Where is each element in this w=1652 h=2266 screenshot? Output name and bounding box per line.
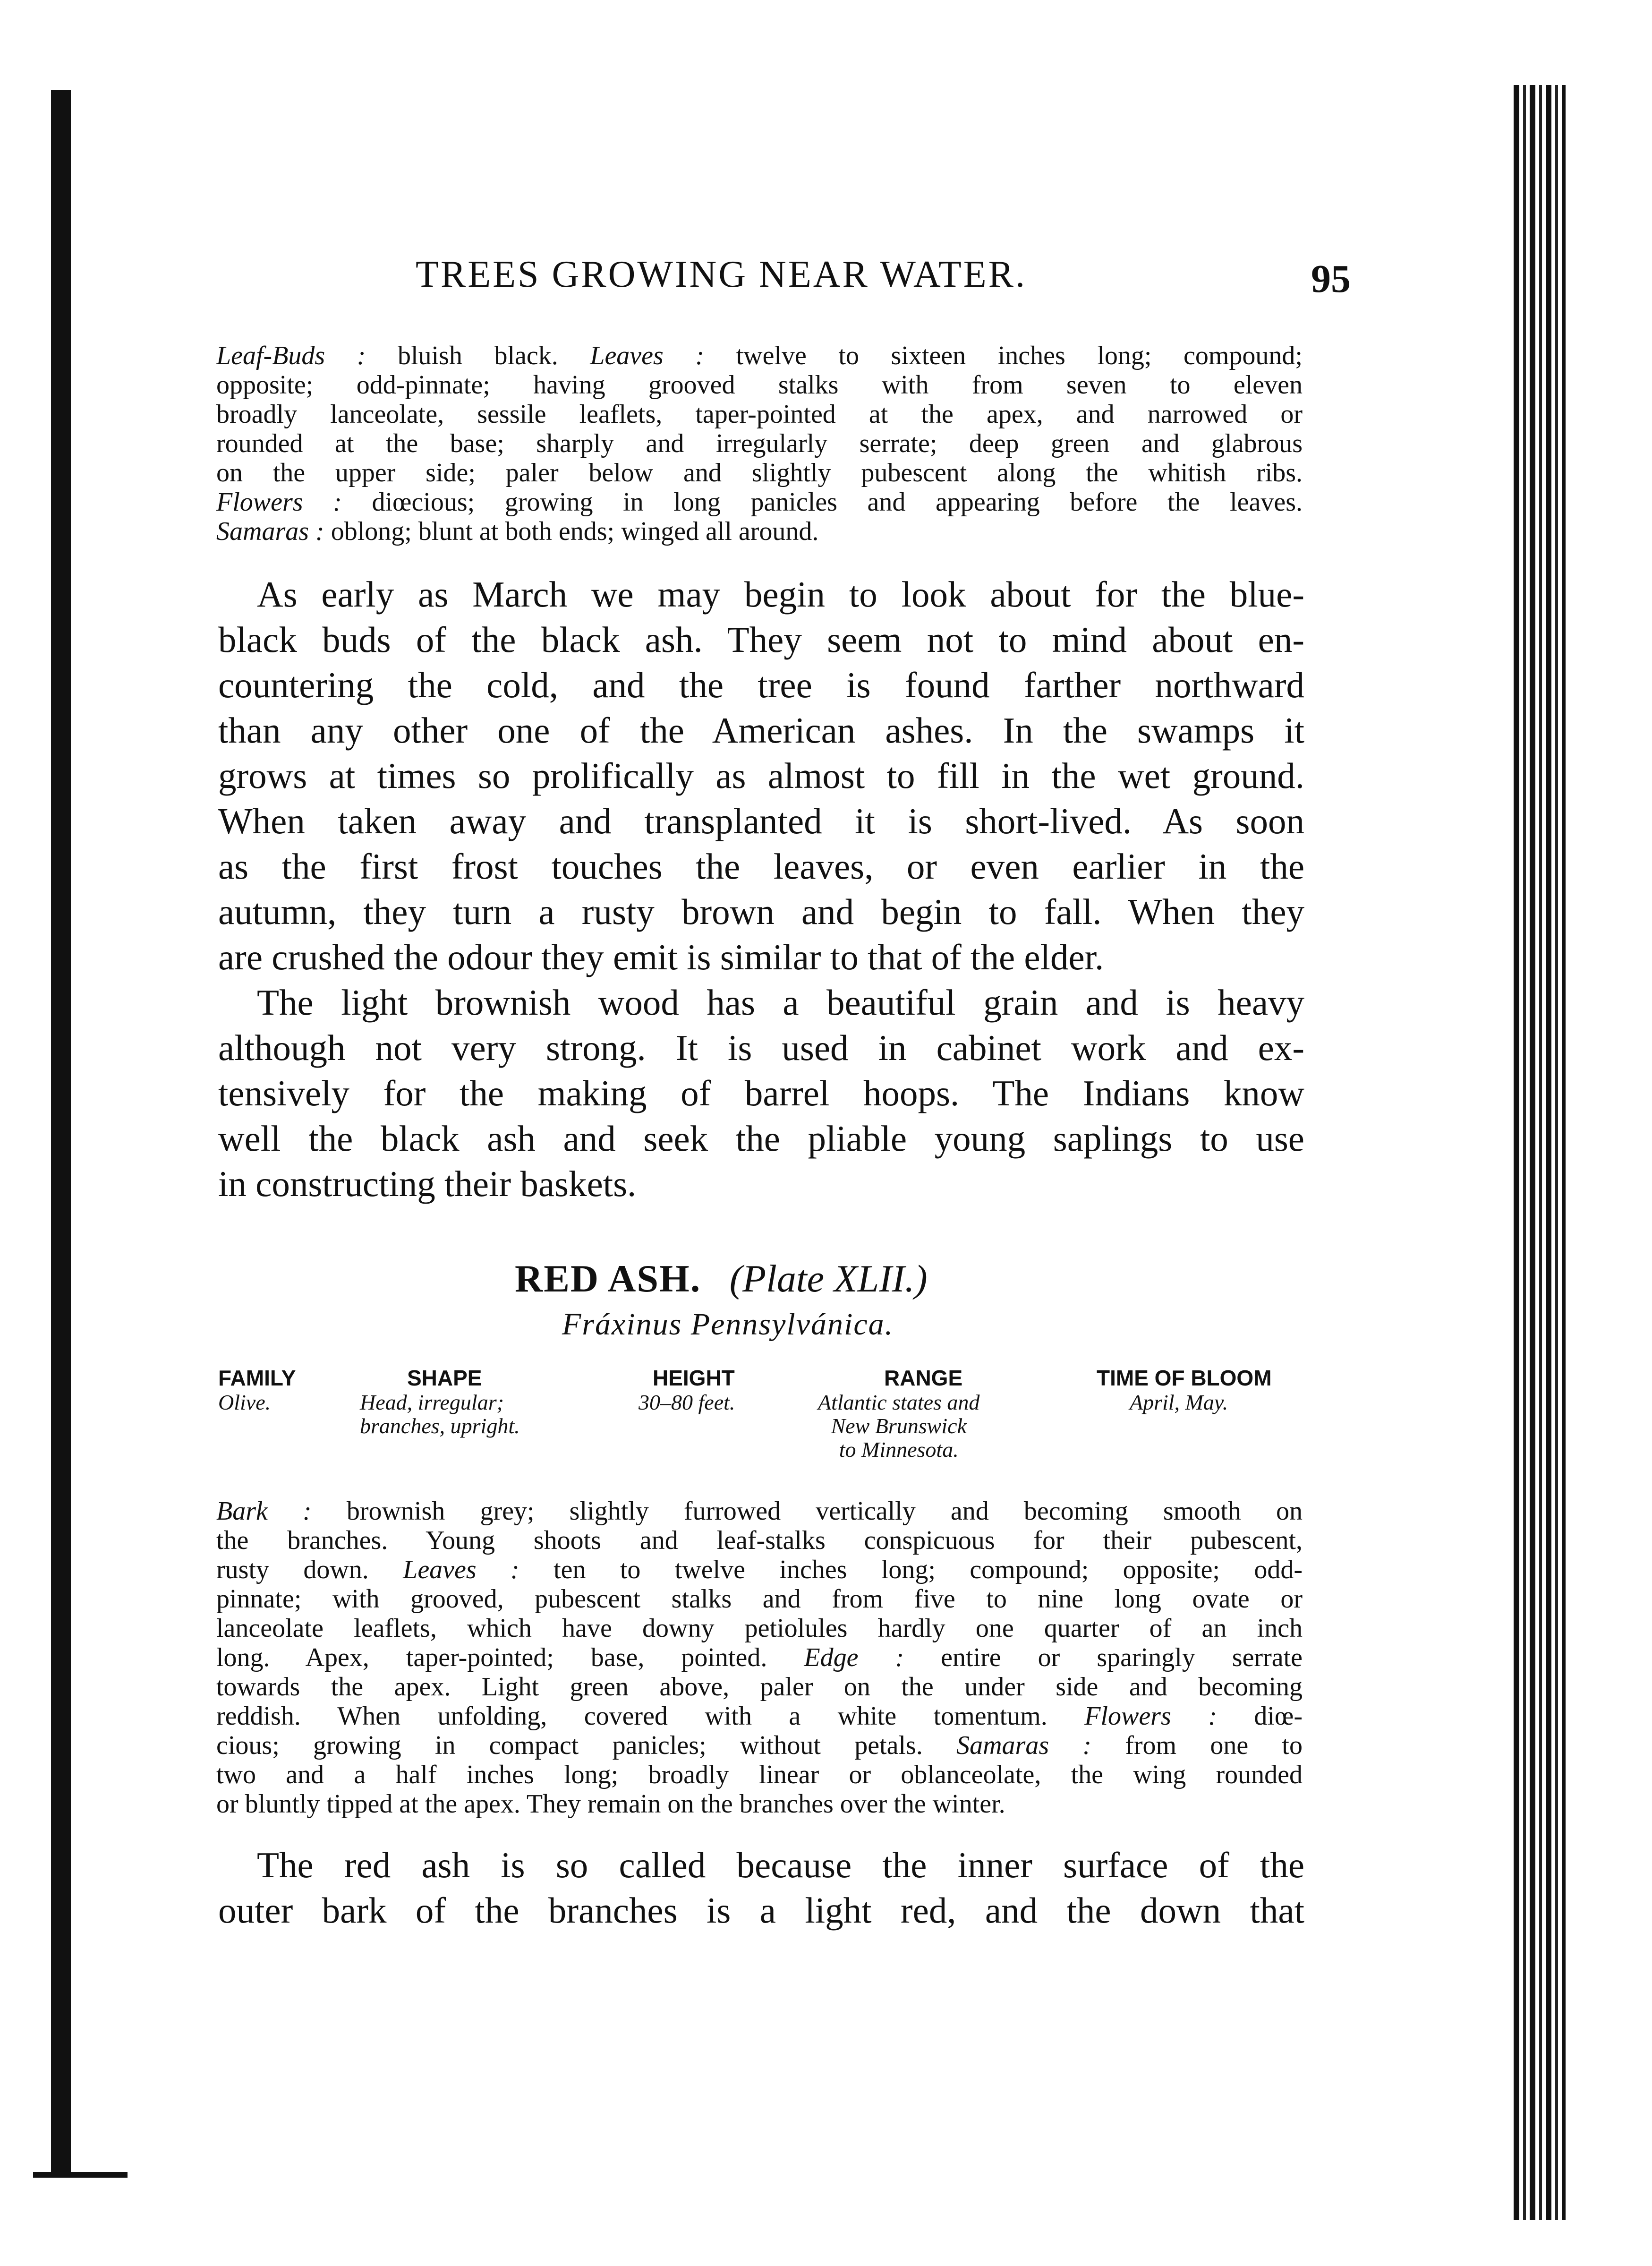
- running-head: [416, 253, 1351, 299]
- cell-line: 30–80 feet.: [639, 1390, 735, 1414]
- description-line: [216, 429, 1303, 458]
- field-text: or bluntly tipped at the apex. They remain on the branches over the winter.: [216, 1789, 1005, 1819]
- black-ash-text: [218, 572, 1304, 1206]
- description-line: [216, 1643, 1303, 1672]
- field-text: diœcious; growing in long panicles and appearing before the leaves.: [341, 487, 1303, 517]
- field-text: ten to twelve inches long; compound; opposite; odd-: [519, 1555, 1303, 1584]
- plate-reference: (Plate XLII.): [729, 1257, 928, 1300]
- description-line: [216, 517, 1303, 546]
- field-text: rounded at the base; sharply and irregularly serrate; deep green and glabrous: [216, 429, 1303, 458]
- family-column: [218, 1365, 296, 1414]
- red-ash-text: [218, 1842, 1304, 1933]
- red-ash-description: [216, 1496, 1303, 1819]
- bloom-value: [1097, 1391, 1272, 1414]
- page-number: 95: [1311, 257, 1351, 301]
- section-heading: [515, 1257, 1034, 1304]
- field-label: Leaf-Buds :: [216, 341, 366, 370]
- description-line: [216, 1555, 1303, 1584]
- field-text: two and a half inches long; broadly linear or oblanceolate, the wing rounded: [216, 1760, 1303, 1789]
- description-line: [216, 1731, 1303, 1760]
- text-line: autumn, they turn a rusty brown and begin to fall. When they: [218, 891, 1304, 932]
- text-line: well the black ash and seek the pliable young saplings to use: [218, 1118, 1304, 1159]
- cell-line: Olive.: [218, 1390, 271, 1414]
- description-line: [216, 1526, 1303, 1555]
- cell-line: to Minnesota.: [839, 1437, 959, 1462]
- black-ash-description: [216, 341, 1303, 546]
- cell-line: April, May.: [1130, 1390, 1228, 1414]
- field-text: opposite; odd-pinnate; having grooved stalks with from seven to eleven: [216, 370, 1303, 400]
- field-label: Samaras :: [216, 517, 324, 546]
- field-label: Edge :: [804, 1643, 904, 1672]
- cell-line: Head, irregular;: [360, 1390, 504, 1414]
- field-text: twelve to sixteen inches long; compound;: [704, 341, 1303, 370]
- field-text: rusty down.: [216, 1555, 403, 1584]
- field-text: bluish black.: [366, 341, 590, 370]
- field-text: towards the apex. Light green above, paler on the under side and becoming: [216, 1672, 1303, 1702]
- field-label: Leaves :: [590, 341, 705, 370]
- shape-label: SHAPE: [407, 1366, 482, 1390]
- field-text: brownish grey; slightly furrowed vertically and becoming smooth on: [311, 1496, 1303, 1526]
- description-line: [216, 487, 1303, 517]
- field-text: diœ-: [1217, 1702, 1303, 1731]
- text-line: black buds of the black ash. They seem not to mind about en-: [218, 619, 1304, 660]
- page-edge-right: [1514, 85, 1566, 2220]
- text-line: than any other one of the American ashes. In the swamps it: [218, 710, 1304, 751]
- text-line: although not very strong. It is used in cabinet work and ex-: [218, 1027, 1304, 1068]
- text-line: countering the cold, and the tree is found farther northward: [218, 665, 1304, 705]
- field-text: pinnate; with grooved, pubescent stalks and from five to nine long ovate or: [216, 1584, 1303, 1614]
- text-line: outer bark of the branches is a light red, and the down that: [218, 1890, 1304, 1931]
- description-line: [216, 341, 1303, 370]
- description-line: [216, 1584, 1303, 1614]
- field-text: long. Apex, taper-pointed; base, pointed.: [216, 1643, 804, 1672]
- field-label: Flowers :: [216, 487, 342, 517]
- text-line: The light brownish wood has a beautiful grain and is heavy: [257, 982, 1304, 1023]
- text-line: When taken away and transplanted it is short-lived. As soon: [218, 801, 1304, 841]
- text-line: grows at times so prolifically as almost to fill in the wet ground.: [218, 755, 1304, 796]
- text-line: As early as March we may begin to look about for the blue-: [257, 574, 1304, 615]
- description-line: [216, 1614, 1303, 1643]
- description-line: [216, 1672, 1303, 1702]
- range-label: RANGE: [884, 1366, 963, 1390]
- range-value: [818, 1391, 979, 1462]
- text-line: tensively for the making of barrel hoops. The Indians know: [218, 1073, 1304, 1113]
- height-label: HEIGHT: [653, 1366, 735, 1390]
- height-value: [639, 1391, 735, 1414]
- field-label: Leaves :: [403, 1555, 519, 1584]
- text-line: in constructing their baskets.: [218, 1163, 637, 1204]
- field-label: Samaras :: [956, 1731, 1092, 1760]
- description-line: [216, 1702, 1303, 1731]
- cell-line: Atlantic states and: [818, 1390, 980, 1414]
- text-line: are crushed the odour they emit is similar to that of the elder.: [218, 937, 1104, 977]
- field-text: on the upper side; paler below and slightly pubescent along the whitish ribs.: [216, 458, 1303, 487]
- description-line: [216, 370, 1303, 400]
- description-line: [216, 1760, 1303, 1789]
- running-title: TREES GROWING NEAR WATER.: [416, 254, 1027, 295]
- info-table: [218, 1365, 1304, 1479]
- field-text: oblong; blunt at both ends; winged all around.: [324, 517, 819, 546]
- cell-line: branches, upright.: [360, 1414, 520, 1438]
- field-text: broadly lanceolate, sessile leaflets, taper-pointed at the apex, and narrowed or: [216, 400, 1303, 429]
- shape-value: [360, 1391, 520, 1438]
- description-line: [216, 1496, 1303, 1526]
- description-line: [216, 458, 1303, 487]
- binding-edge-left: [51, 90, 71, 2178]
- height-column: [639, 1365, 735, 1414]
- field-text: lanceolate leaflets, which have downy petiolules hardly one quarter of an inch: [216, 1614, 1303, 1643]
- range-column: [818, 1365, 979, 1462]
- field-text: entire or sparingly serrate: [904, 1643, 1303, 1672]
- bloom-column: [1097, 1365, 1272, 1414]
- field-text: cious; growing in compact panicles; without petals.: [216, 1731, 957, 1760]
- field-label: Flowers :: [1084, 1702, 1217, 1731]
- field-text: the branches. Young shoots and leaf-stalks conspicuous for their pubescent,: [216, 1526, 1303, 1555]
- field-text: reddish. When unfolding, covered with a white tomentum.: [216, 1702, 1085, 1731]
- description-line: [216, 400, 1303, 429]
- field-label: Bark :: [216, 1496, 312, 1526]
- family-label: FAMILY: [218, 1366, 296, 1390]
- bloom-label: TIME OF BLOOM: [1097, 1366, 1272, 1390]
- text-line: The red ash is so called because the inner surface of the: [257, 1845, 1304, 1885]
- binding-edge-foot: [33, 2172, 128, 2178]
- family-value: [218, 1391, 296, 1414]
- cell-line: New Brunswick: [831, 1414, 967, 1438]
- section-title: RED ASH.: [515, 1257, 701, 1300]
- shape-column: [360, 1365, 520, 1438]
- text-line: as the first frost touches the leaves, or even earlier in the: [218, 846, 1304, 887]
- description-line: [216, 1789, 1303, 1819]
- field-text: from one to: [1091, 1731, 1303, 1760]
- latin-name: Fráxinus Pennsylvánica.: [562, 1307, 894, 1342]
